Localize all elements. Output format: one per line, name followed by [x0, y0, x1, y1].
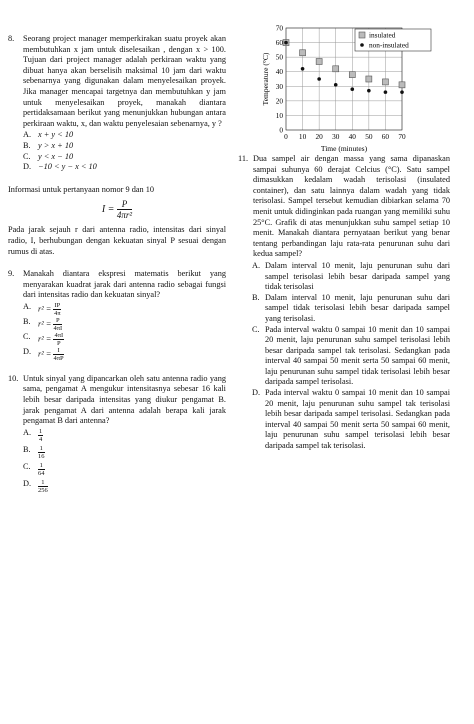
legend-swatch-non-insulated [360, 43, 364, 47]
option-d[interactable]: D. Pada interval waktu 0 sampai 10 menit dan 10 sampai 20 menit, laju penurunan suhu sampel tak terisolasi lebih besar daripada sampel terisolasi. Sedangkan pada interval 40 sampai 50 menit serta 50 sampai 60 menit, laju penurunan suhu sampel terisolasi lebih besar daripada sampel tak terisolasi. [252, 388, 450, 451]
option-a[interactable]: A. r² = $\frac{IP}{4\pi}$ [23, 301, 61, 317]
option-a[interactable]: A. $\frac{1}{4}$ [23, 427, 43, 443]
question-text: Untuk sinyal yang dipancarkan oleh satu antenna radio yang sama, pengamat A mengukur intensitasnya sebesar 16 kali lebih besar daripada intensitas yang diukur pengamat B. jarak pengamat A dari antenna adalah berapa kali jarak pengamat B dari antenna? [23, 373, 226, 426]
y-tick-label: 0 [279, 125, 283, 135]
data-point-insulated [300, 50, 306, 56]
data-point-non-insulated [350, 87, 354, 91]
option-a[interactable]: A. x + y < 10 [23, 130, 74, 140]
y-tick-label: 40 [275, 67, 283, 77]
data-point-insulated [366, 76, 372, 82]
right-column [238, 154, 450, 452]
question-number: 9. [8, 269, 15, 279]
question-number: 11. [238, 154, 249, 163]
question-9 [8, 269, 226, 362]
x-tick-label: 40 [348, 132, 356, 141]
info-text: Pada jarak sejauh r dari antenna radio, intensitas dari sinyal radio, I, berhubungan dengan kekuatan sinyal P sesuai dengan rumus di atas. [8, 225, 226, 256]
options-list [238, 261, 450, 452]
y-tick-labels [276, 24, 284, 135]
legend-swatch-insulated [359, 32, 365, 38]
question-10 [8, 374, 226, 494]
option-d[interactable]: D. r² = $\frac{I}{4\pi P}$ [23, 346, 64, 362]
y-tick-label: 70 [275, 23, 283, 33]
data-point-non-insulated [317, 77, 321, 81]
question-number: 8. [8, 34, 15, 43]
y-tick-label: 30 [275, 81, 283, 91]
option-a[interactable]: A. Dalam interval 10 menit, laju penurunan suhu dari sampel terisolasi lebih besar daripada sampel yang tidak terisolasi [252, 260, 450, 292]
question-text: Manakah diantara ekspresi matematis berikut yang menyarakan kuadrat jarak dari antenna radio sebagai fungsi dari intensitas radio dan kekuatan sinyal? [23, 269, 226, 300]
data-point-non-insulated [367, 89, 371, 93]
option-b[interactable]: B. y > x + 10 [23, 140, 74, 150]
data-point-non-insulated [284, 41, 288, 45]
options-list [23, 428, 226, 494]
legend-label-non-insulated: non-insulated [369, 40, 409, 50]
data-point-insulated [382, 79, 388, 85]
options-list [23, 302, 226, 362]
x-tick-label: 60 [381, 132, 390, 141]
x-tick-label: 30 [332, 132, 340, 141]
option-c[interactable]: C. y < x − 10 [23, 151, 74, 161]
option-c[interactable]: C. $\frac{1}{64}$ [23, 461, 45, 477]
options-list [23, 130, 226, 172]
question-11 [238, 154, 450, 260]
question-number: 10. [8, 373, 19, 383]
left-column [8, 34, 226, 494]
data-point-non-insulated [334, 83, 338, 87]
option-b[interactable]: B. r² = $\frac{P}{4\pi I}$ [23, 316, 63, 332]
x-tick-label: 50 [365, 132, 373, 141]
question-text: Dua sampel air dengan massa yang sama dipanaskan sampai suhunya 60 derajat Celcius (°C). Satu sampel dimasukkan kedalam wadah terisolasi (insulated container), dan satu lainnya dalam wadah yang tidak terisolasi. Sampel tersebut kemudian dibiarkan selama 70 menit untuk didinginkan pada ruangan yang memiliki suhu 25°C. Grafik di atas menunjukkan suhu sampel setiap 10 menit. Manakah diantara pernyataan berikut yang benar tentang perbandingan laju rata-rata penurunan suhu dari kedua sampel? [253, 154, 450, 259]
x-tick-label: 70 [398, 132, 406, 141]
question-text: Seorang project manager memperkirakan suatu proyek akan membutuhkan x jam untuk diselesaikan , dengan x > 100. Tujuan dari project manager adalah perkiraan waktu yang dibuat hanya akan berselisih maksimal 10 jam dari waktu sebenarnya yang digunakan dalam menyelesaikan proyek. Jika manager mencapai targetnya dan membutuhkan y jam untuk menyelesaikan proyek, manakah diantara pertidaksamaan berikut yang menunjukkan hubungan antara perkiraan waktu, x, dan waktu penyelesaian sebenarnya, y ? [23, 34, 226, 128]
legend-label-insulated: insulated [369, 30, 396, 40]
data-point-insulated [333, 66, 339, 72]
chart-legend [355, 29, 431, 51]
y-tick-label: 60 [275, 38, 283, 48]
info-block [8, 185, 226, 257]
data-point-non-insulated [400, 90, 404, 94]
intensity-formula: I = $\frac{P}{\text{4πr²}}$ [101, 199, 133, 221]
y-tick-label: 10 [275, 110, 283, 120]
x-tick-label: 10 [298, 132, 307, 141]
x-tick-label: 0 [284, 132, 288, 141]
y-tick-label: 50 [275, 52, 283, 62]
x-axis-label: Time (minutes) [320, 144, 368, 153]
x-tick-labels [284, 132, 406, 141]
data-point-insulated [399, 82, 405, 88]
option-b[interactable]: B. Dalam interval 10 menit, laju penurunan suhu dari sampel tidak terisolasi lebih besar daripada sampel yang terisolasi. [252, 292, 450, 323]
x-tick-label: 20 [315, 132, 323, 141]
option-c[interactable]: C. r² = $\frac{4\pi I}{P}$ [23, 331, 64, 347]
question-8 [8, 34, 226, 173]
data-point-insulated [349, 72, 355, 78]
temperature-chart [250, 22, 460, 154]
data-point-insulated [316, 59, 322, 65]
data-point-non-insulated [384, 90, 388, 94]
option-d[interactable]: D. $\frac{1}{256}$ [23, 478, 48, 494]
data-point-non-insulated [301, 67, 305, 71]
y-tick-label: 20 [275, 96, 283, 106]
option-b[interactable]: B. $\frac{1}{16}$ [23, 444, 45, 460]
y-axis-label: Temperature (°C) [261, 52, 270, 106]
option-c[interactable]: C. Pada interval waktu 0 sampai 10 menit dan 10 sampai 20 menit, laju penurunan suhu sampel terisolasi lebih besar daripada sampel tak terisolasi. Sedangkan pada interval 40 sampai 50 menit serta 50 sampai 60 menit, laju penurunan suhu sampel tidak terisolasi lebih besar daripada sampel terisolasi. [252, 324, 450, 387]
info-heading: Informasi untuk pertanyaan nomor 9 dan 10 [8, 184, 155, 194]
option-d[interactable]: D. −10 < y − x < 10 [23, 162, 97, 172]
